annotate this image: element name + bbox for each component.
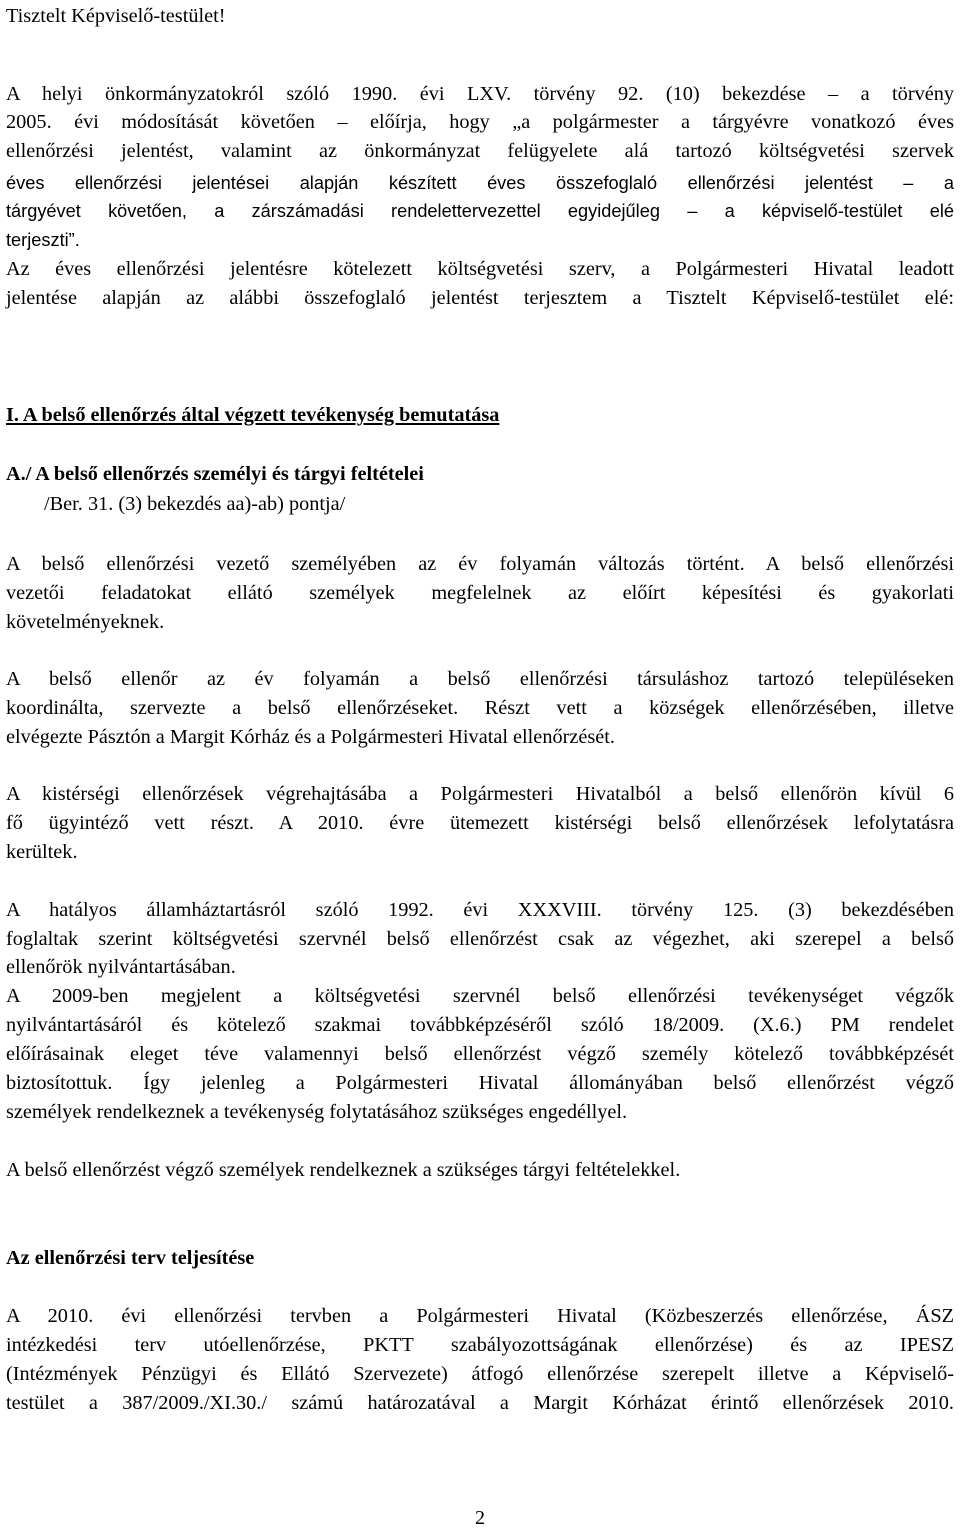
paragraph-line: előírásainak eleget téve valamennyi belső ellenőrzést végző személy kötelező továbbképzését bbox=[6, 1043, 954, 1065]
intro-line: ellenőrzési jelentést, valamint az önkormányzat felügyelete alá tartozó költségvetési szervek bbox=[6, 140, 954, 162]
page-number: 2 bbox=[475, 1507, 485, 1529]
section-heading: I. A belső ellenőrzés által végzett tevékenység bemutatása bbox=[6, 404, 500, 426]
intro-line: A helyi önkormányzatokról szóló 1990. évi LXV. törvény 92. (10) bekezdése – a törvény bbox=[6, 83, 954, 105]
paragraph-line: követelményeknek. bbox=[6, 611, 165, 633]
paragraph-line: A belső ellenőrzést végző személyek rendelkeznek a szükséges tárgyi feltételekkel. bbox=[6, 1159, 681, 1181]
paragraph-line: foglaltak szerint költségvetési szervnél belső ellenőrzést csak az végezhet, aki szerepel a belső bbox=[6, 928, 954, 950]
paragraph-line: elvégezte Pásztón a Margit Kórház és a Polgármesteri Hivatal ellenőrzését. bbox=[6, 726, 615, 748]
greeting: Tisztelt Képviselő-testület! bbox=[6, 5, 226, 27]
legal-reference: /Ber. 31. (3) bekezdés aa)-ab) pontja/ bbox=[44, 493, 346, 515]
paragraph-line: A hatályos államháztartásról szóló 1992. évi XXXVIII. törvény 125. (3) bekezdésében bbox=[6, 899, 954, 921]
paragraph-line: ellenőrök nyilvántartásában. bbox=[6, 956, 236, 978]
paragraph-line: vezetői feladatokat ellátó személyek megfelelnek az előírt képesítési és gyakorlati bbox=[6, 582, 954, 604]
paragraph-line: nyilvántartásáról és kötelező szakmai továbbképzéséről szóló 18/2009. (X.6.) PM rendelet bbox=[6, 1014, 954, 1036]
intro-line: tárgyévet követően, a zárszámadási rendelettervezettel egyidejűleg – a képviselő-testület elé bbox=[6, 201, 954, 221]
paragraph-line: A belső ellenőrzési vezető személyében az év folyamán változás történt. A belső ellenőrzési bbox=[6, 553, 954, 575]
paragraph-line: Az éves ellenőrzési jelentésre kötelezett költségvetési szerv, a Polgármesteri Hivatal leadott bbox=[6, 258, 954, 280]
paragraph-line: biztosítottuk. Így jelenleg a Polgármesteri Hivatal állományában belső ellenőrzést végző bbox=[6, 1072, 954, 1094]
paragraph-line: koordinálta, szervezte a belső ellenőrzéseket. Részt vett a községek ellenőrzésében, illetve bbox=[6, 697, 954, 719]
paragraph-line: testület a 387/2009./XI.30./ számú határozatával a Margit Kórházat érintő ellenőrzések 2010. bbox=[6, 1392, 954, 1414]
paragraph-line: személyek rendelkeznek a tevékenység folytatásához szükséges engedéllyel. bbox=[6, 1101, 628, 1123]
paragraph-line: jelentése alapján az alábbi összefoglaló jelentést terjesztem a Tisztelt Képviselő-testület elé: bbox=[6, 287, 954, 309]
section-heading: Az ellenőrzési terv teljesítése bbox=[6, 1247, 255, 1269]
paragraph-line: A 2010. évi ellenőrzési tervben a Polgármesteri Hivatal (Közbeszerzés ellenőrzése, ÁSZ bbox=[6, 1305, 954, 1327]
intro-line: éves ellenőrzési jelentései alapján készített éves összefoglaló ellenőrzési jelentést – a bbox=[6, 173, 954, 193]
paragraph-line: (Intézmények Pénzügyi és Ellátó Szervezete) átfogó ellenőrzése szerepelt illetve a Képviselő- bbox=[6, 1363, 954, 1385]
intro-line: terjeszti”. bbox=[6, 230, 80, 250]
subsection-heading: A./ A belső ellenőrzés személyi és tárgyi feltételei bbox=[6, 463, 424, 485]
paragraph-line: intézkedési terv utóellenőrzése, PKTT szabályozottságának ellenőrzése) és az IPESZ bbox=[6, 1334, 954, 1356]
paragraph-line: A belső ellenőr az év folyamán a belső ellenőrzési társuláshoz tartozó településeken bbox=[6, 668, 954, 690]
paragraph-line: kerültek. bbox=[6, 841, 78, 863]
paragraph-line: A kistérségi ellenőrzések végrehajtásába a Polgármesteri Hivatalból a belső ellenőrön kívül 6 bbox=[6, 783, 954, 805]
intro-line: 2005. évi módosítását követően – előírja, hogy „a polgármester a tárgyévre vonatkozó éves bbox=[6, 111, 954, 133]
paragraph-line: fő ügyintéző vett részt. A 2010. évre ütemezett kistérségi belső ellenőrzések lefolytatásra bbox=[6, 812, 954, 834]
paragraph-line: A 2009-ben megjelent a költségvetési szervnél belső ellenőrzési tevékenységet végzők bbox=[6, 985, 954, 1007]
